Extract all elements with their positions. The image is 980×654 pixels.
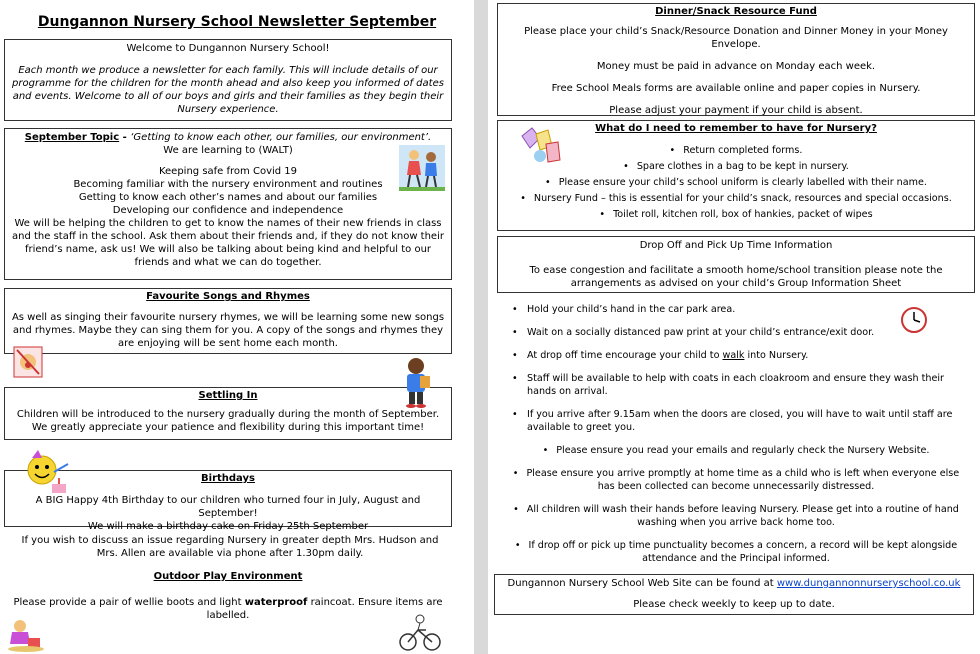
no-singing-icon: [13, 346, 43, 378]
website-link[interactable]: www.dungannonnurseryschool.co.uk: [776, 578, 961, 589]
rule-item: • Staff will be available to help with coats in each cloakroom and ensure they wash their hands on arrival.: [497, 372, 975, 398]
remember-list: [504, 144, 968, 221]
settling-section: [4, 387, 452, 440]
rule-item: • Please ensure you read your emails and regularly check the Nursery Website.: [497, 444, 975, 457]
dinner-line: Money must be paid in advance on Monday each week.: [596, 61, 876, 72]
dinner-line: Free School Meals forms are available online and paper copies in Nursery.: [551, 83, 921, 94]
remember-item: • Spare clothes in a bag to be kept in nursery.: [504, 160, 968, 173]
welcome-heading: Welcome to Dungannon Nursery School!: [126, 43, 330, 54]
dropoff-rules-list: [497, 303, 975, 565]
topic-header: [11, 131, 445, 144]
child-playing-sand-icon: [6, 618, 46, 652]
rule-item: [497, 349, 975, 362]
birthdays-line-2: We will make a birthday cake on Friday 25th September: [87, 521, 369, 532]
children-walking-icon: [399, 145, 445, 191]
website-text: Dungannon Nursery School Web Site can be found at: [507, 578, 777, 589]
child-on-bike-icon: [398, 614, 442, 652]
boy-with-backpack-icon: [398, 356, 434, 408]
outdoor-text-before: Please provide a pair of wellie boots and light: [13, 597, 245, 608]
songs-heading: Favourite Songs and Rhymes: [146, 291, 310, 302]
dinner-section: [497, 3, 975, 116]
party-smiley-icon: [24, 450, 72, 496]
rule-item: • If you arrive after 9.15am when the doors are closed, you will have to wait until staff are available to greet you.: [497, 408, 975, 434]
rule-item: • If drop off or pick up time punctuality becomes a concern, a record will be kept alongside attendance and the Principal informed.: [497, 539, 975, 565]
topic-section: [4, 128, 452, 280]
rule-3-walk: walk: [722, 350, 745, 361]
settling-body: Children will be introduced to the nursery gradually during the month of September. We greatly appreciate your patience and flexibility during this important time!: [16, 409, 440, 433]
topic-body: We will be helping the children to get to know the names of their new friends in class and the staff in the school. Ask them about their friends and, if they do not know their friend’s name, ask us! We will also be talking about being kind and helpful to our friends and what we can do together.: [12, 218, 444, 268]
newsletter-page-2: [488, 0, 980, 654]
outdoor-body: [4, 596, 452, 622]
welcome-body: Each month we produce a newsletter for each family. This will include details of our programme for the children for the month ahead and also keep you informed of dates and events. Welcome to all of our boys and girls and their families as they begin their Nursery experience.: [12, 65, 444, 115]
dropoff-body: To ease congestion and facilitate a smooth home/school transition please note the arrangements as advised on your child’s Group Information Sheet: [529, 265, 943, 289]
songs-body: As well as singing their favourite nursery rhymes, we will be learning some new songs and rhymes. Maybe they can sing them for you. A copy of the songs and rhymes they are enjoying will be sent home each month.: [11, 312, 445, 349]
rule-item: • Please ensure you arrive promptly at home time as a child who is left when everyone else has been collected can become unnecessarily distressed.: [497, 467, 975, 493]
hands-reminder-icon: [518, 126, 562, 166]
dinner-line: Please place your child’s Snack/Resource Donation and Dinner Money in your Money Envelope.: [524, 26, 948, 50]
website-line: [501, 577, 967, 590]
remember-section: [497, 120, 975, 231]
topic-walt: We are learning to (WALT): [163, 145, 293, 156]
remember-heading: What do I need to remember to have for Nursery?: [595, 123, 877, 134]
dropoff-heading: Drop Off and Pick Up Time Information: [639, 240, 833, 251]
newsletter-page-1: [0, 0, 474, 654]
welcome-section: [4, 39, 452, 121]
rule-3-before: At drop off time encourage your child to: [527, 350, 723, 361]
remember-item: • Return completed forms.: [504, 144, 968, 157]
outdoor-heading: Outdoor Play Environment: [153, 571, 303, 582]
rule-item: • All children will wash their hands before leaving Nursery. Please get into a routine of hand washing when you arrive back home too.: [497, 503, 975, 529]
outdoor-waterproof: waterproof: [244, 597, 308, 608]
topic-heading: September Topic: [24, 132, 120, 143]
remember-item: • Nursery Fund – this is essential for your child’s snack, resources and special occasions.: [504, 192, 968, 205]
topic-item: Getting to know each other’s names and about our families: [78, 192, 378, 203]
topic-item: Keeping safe from Covid 19: [158, 166, 298, 177]
topic-theme: ‘Getting to know each other, our families, our environment’.: [130, 132, 432, 143]
topic-item: Becoming familiar with the nursery environment and routines: [73, 179, 383, 190]
remember-item: • Please ensure your child’s school uniform is clearly labelled with their name.: [504, 176, 968, 189]
dinner-heading: Dinner/Snack Resource Fund: [655, 6, 817, 17]
dinner-line: Please adjust your payment if your child is absent.: [609, 105, 863, 116]
settling-heading: Settling In: [198, 390, 258, 401]
rule-3-after: into Nursery.: [744, 350, 809, 361]
website-section: [494, 574, 974, 615]
newsletter-title: Dungannon Nursery School Newsletter September: [37, 14, 437, 30]
clock-icon: [900, 306, 928, 334]
outdoor-text-after: raincoat. Ensure items are labelled.: [206, 597, 443, 621]
birthdays-line-1: A BIG Happy 4th Birthday to our children who turned four in July, August and September!: [35, 495, 421, 519]
topic-dash: -: [119, 132, 131, 143]
website-check-note: Please check weekly to keep up to date.: [633, 599, 835, 610]
rule-item: • Hold your child’s hand in the car park area.: [497, 303, 975, 316]
birthdays-heading: Birthdays: [201, 473, 255, 484]
topic-item: Developing our confidence and independence: [112, 205, 344, 216]
dropoff-section: [497, 236, 975, 293]
discuss-note: If you wish to discuss an issue regarding Nursery in greater depth Mrs. Hudson and Mrs. Allen are available via phone after 1.30pm daily.: [21, 535, 439, 559]
songs-section: [4, 288, 452, 354]
remember-item: • Toilet roll, kitchen roll, box of hankies, packet of wipes: [504, 208, 968, 221]
rule-item: • Wait on a socially distanced paw print at your child’s entrance/exit door.: [497, 326, 975, 339]
